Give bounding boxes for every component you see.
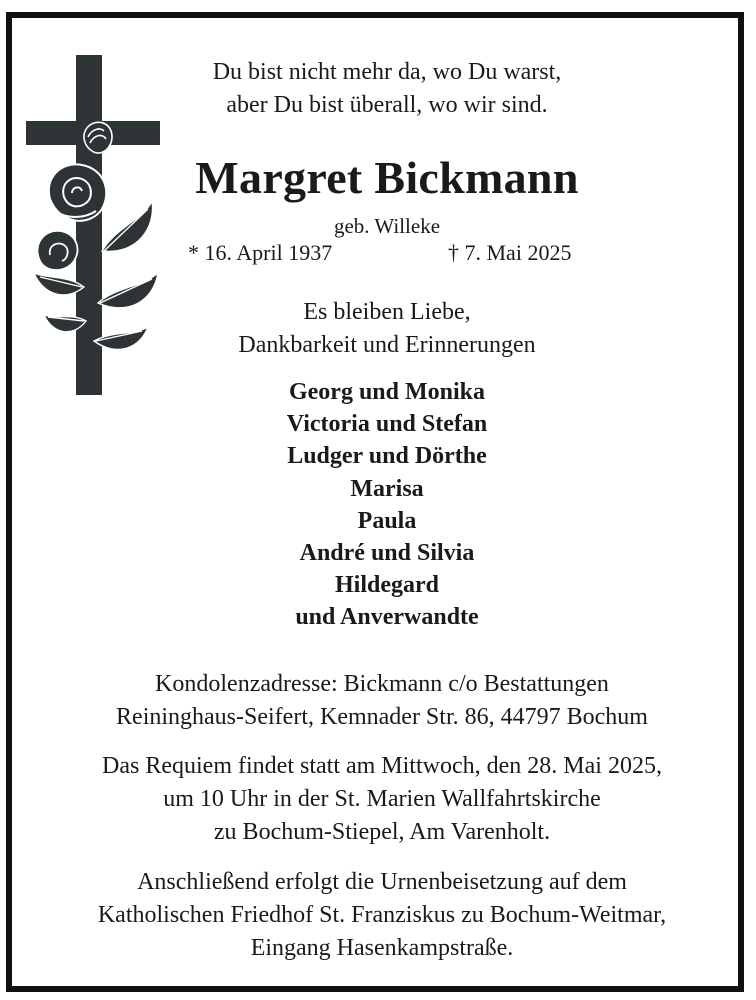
birth-date: * 16. April 1937 <box>188 240 333 265</box>
burial-info <box>32 866 732 965</box>
mourner: Victoria und Stefan <box>286 411 488 438</box>
mourners-list <box>112 376 662 634</box>
mourner: Hildegard <box>334 572 439 599</box>
mourner: Georg und Monika <box>288 379 486 405</box>
mourner: Paula <box>357 507 417 534</box>
saying-line: Es bleiben Liebe, <box>303 299 471 325</box>
requiem-line: zu Bochum-Stiepel, Am Varenholt. <box>213 819 551 845</box>
condolence-line: Kondolenzadresse: Bickmann c/o Bestattungen <box>155 671 609 697</box>
motto-line: Du bist nicht mehr da, wo Du warst, <box>212 59 562 85</box>
requiem-line: Das Requiem findet statt am Mittwoch, den 28. Mai 2025, <box>102 753 662 779</box>
condolence-line: Reininghaus-Seifert, Kemnader Str. 86, 44797 Bochum <box>116 704 648 730</box>
mourner: André und Silvia <box>299 540 475 567</box>
mourner: Marisa <box>350 475 424 502</box>
deceased-name: Margret Bickmann <box>195 152 579 203</box>
saying-line: Dankbarkeit und Erinnerungen <box>238 332 536 358</box>
mourner: Ludger und Dörthe <box>287 443 487 470</box>
birth-name: geb. Willeke <box>333 214 441 238</box>
death-date: † 7. Mai 2025 <box>448 240 572 265</box>
obituary-frame <box>6 12 744 992</box>
requiem-line: um 10 Uhr in der St. Marien Wallfahrtskirche <box>163 786 601 812</box>
life-dates <box>112 238 662 268</box>
burial-line: Katholischen Friedhof St. Franziskus zu Bochum-Weitmar, <box>97 902 667 928</box>
burial-line: Anschließend erfolgt die Urnenbeisetzung auf dem <box>137 869 627 895</box>
requiem-info <box>32 750 732 849</box>
mourner: und Anverwandte <box>295 604 479 631</box>
burial-line: Eingang Hasenkampstraße. <box>250 935 514 961</box>
saying <box>112 296 662 362</box>
motto-line: aber Du bist überall, wo wir sind. <box>226 92 548 118</box>
condolence-address <box>32 668 732 734</box>
motto <box>112 56 662 122</box>
